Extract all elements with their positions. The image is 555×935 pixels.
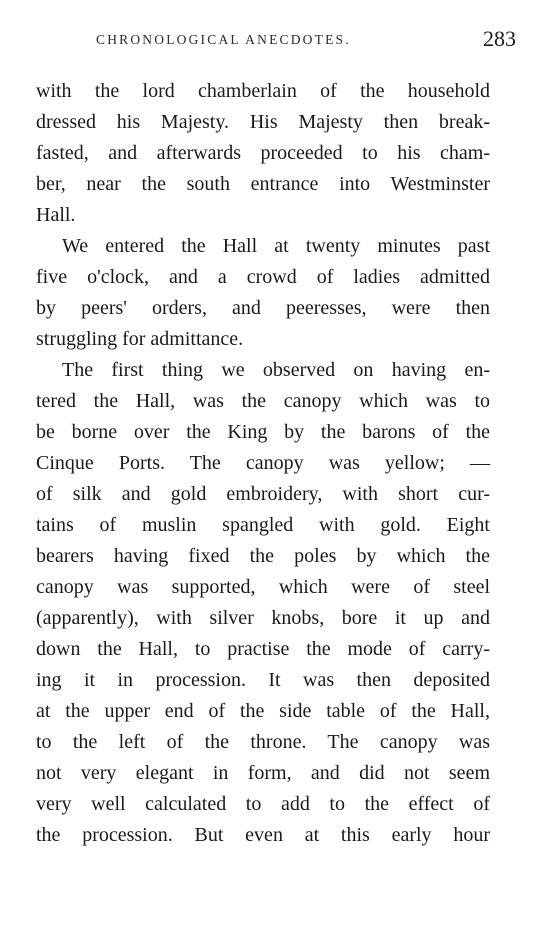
text-line: very well calculated to add to the effect of xyxy=(36,793,490,815)
text-line: fasted, and afterwards proceeded to his cham- xyxy=(36,142,490,164)
running-head xyxy=(96,26,536,50)
paragraph-3 xyxy=(36,355,490,851)
text-line: tered the Hall, was the canopy which was to xyxy=(36,390,490,412)
text-line: of silk and gold embroidery, with short cur- xyxy=(36,483,490,505)
text-line: dressed his Majesty. His Majesty then break- xyxy=(36,111,490,133)
text-line: canopy was supported, which were of steel xyxy=(36,576,490,598)
text-line: ber, near the south entrance into Westminster xyxy=(36,173,490,195)
text-line: Cinque Ports. The canopy was yellow; — xyxy=(36,452,490,474)
text-line: down the Hall, to practise the mode of carry- xyxy=(36,638,490,660)
paragraph-1 xyxy=(36,76,490,231)
text-line: with the lord chamberlain of the household xyxy=(36,80,490,102)
text-line: bearers having fixed the poles by which the xyxy=(36,545,490,567)
paragraph-2 xyxy=(36,231,490,355)
running-title: CHRONOLOGICAL ANECDOTES. xyxy=(96,32,351,47)
text-line: by peers' orders, and peeresses, were then xyxy=(36,297,490,319)
text-line: the procession. But even at this early hour xyxy=(36,824,490,846)
text-line: be borne over the King by the barons of the xyxy=(36,421,490,443)
text-line: at the upper end of the side table of the Hall, xyxy=(36,700,490,722)
page-number: 283 xyxy=(483,26,516,51)
text-line: ing it in procession. It was then deposited xyxy=(36,669,490,691)
text-line: The first thing we observed on having en- xyxy=(62,359,490,381)
text-line: (apparently), with silver knobs, bore it up and xyxy=(36,607,490,629)
text-line: to the left of the throne. The canopy was xyxy=(36,731,490,753)
text-line: struggling for admittance. xyxy=(36,328,244,350)
body-text xyxy=(36,76,490,851)
text-line: not very elegant in form, and did not seem xyxy=(36,762,490,784)
text-line: five o'clock, and a crowd of ladies admitted xyxy=(36,266,490,288)
text-line: Hall. xyxy=(36,204,76,226)
text-line: tains of muslin spangled with gold. Eight xyxy=(36,514,490,536)
text-line: We entered the Hall at twenty minutes past xyxy=(62,235,490,257)
